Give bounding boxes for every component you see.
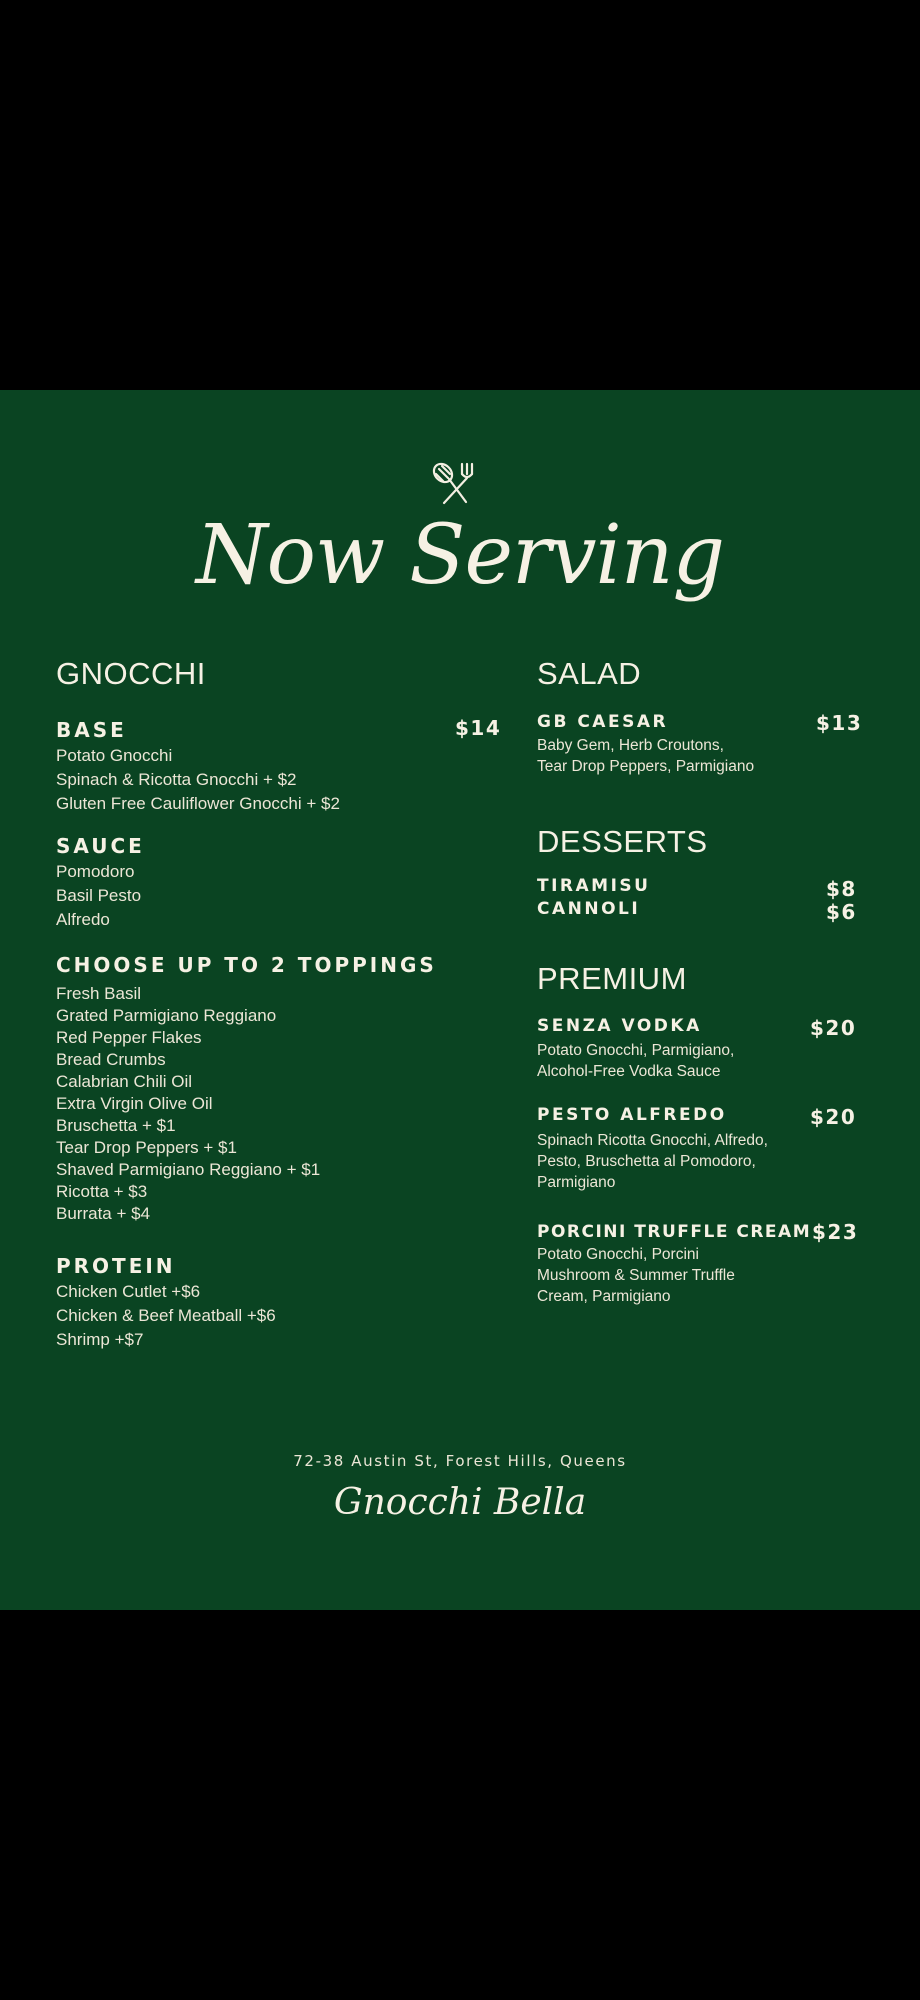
desc-line: Tear Drop Peppers, Parmigiano	[537, 758, 755, 775]
list-item: Alfredo	[56, 910, 110, 929]
premium-item-name: PESTO ALFREDO	[537, 1105, 727, 1125]
salad-item-name: GB CAESAR	[537, 712, 669, 732]
desc-line: Pesto, Bruschetta al Pomodoro,	[537, 1153, 756, 1170]
premium-item-desc	[537, 1040, 787, 1082]
brand-logo: Gnocchi Bella	[333, 1482, 587, 1523]
desc-line: Alcohol-Free Vodka Sauce	[537, 1063, 721, 1080]
list-item: Gluten Free Cauliflower Gnocchi + $2	[56, 794, 340, 813]
dessert-name: CANNOLI	[537, 899, 641, 919]
desc-line: Potato Gnocchi, Parmigiano,	[537, 1042, 735, 1059]
sauce-label: SAUCE	[56, 834, 145, 858]
base-list	[56, 744, 340, 816]
list-item: Bruschetta + $1	[56, 1116, 176, 1135]
premium-item-name: PORCINI TRUFFLE CREAM	[537, 1222, 812, 1242]
list-item: Chicken Cutlet +$6	[56, 1282, 201, 1301]
gnocchi-heading: GNOCCHI	[56, 656, 206, 691]
premium-item-name: SENZA VODKA	[537, 1016, 702, 1036]
list-item: Shaved Parmigiano Reggiano + $1	[56, 1160, 321, 1179]
sauce-list	[56, 860, 141, 932]
protein-label: PROTEIN	[56, 1254, 176, 1278]
list-item: Basil Pesto	[56, 886, 142, 905]
list-item: Calabrian Chili Oil	[56, 1072, 193, 1091]
list-item: Red Pepper Flakes	[56, 1028, 202, 1047]
base-label: BASE	[56, 718, 127, 742]
salad-item-price: $13	[816, 711, 863, 735]
base-price: $14	[455, 716, 502, 740]
premium-heading: PREMIUM	[537, 961, 687, 996]
dessert-name: TIRAMISU	[537, 876, 651, 896]
list-item: Chicken & Beef Meatball +$6	[56, 1306, 276, 1325]
protein-list	[56, 1280, 276, 1352]
list-item: Shrimp +$7	[56, 1330, 144, 1349]
premium-item-price: $20	[810, 1105, 857, 1129]
list-item: Grated Parmigiano Reggiano	[56, 1006, 277, 1025]
desc-line: Mushroom & Summer Truffle	[537, 1267, 735, 1284]
desc-line: Baby Gem, Herb Croutons,	[537, 737, 724, 754]
list-item: Tear Drop Peppers + $1	[56, 1138, 237, 1157]
list-item: Fresh Basil	[56, 984, 142, 1003]
dessert-price: $6	[826, 900, 857, 924]
salad-heading: SALAD	[537, 656, 642, 691]
menu-card	[0, 390, 920, 1610]
list-item: Potato Gnocchi	[56, 746, 173, 765]
list-item: Burrata + $4	[56, 1204, 151, 1223]
address: 72-38 Austin St, Forest Hills, Queens	[293, 1452, 627, 1470]
desc-line: Spinach Ricotta Gnocchi, Alfredo,	[537, 1132, 768, 1149]
list-item: Spinach & Ricotta Gnocchi + $2	[56, 770, 297, 789]
desc-line: Parmigiano	[537, 1174, 616, 1191]
page-title: Now Serving	[195, 508, 725, 603]
list-item: Ricotta + $3	[56, 1182, 148, 1201]
desserts-heading: DESSERTS	[537, 824, 708, 859]
list-item: Extra Virgin Olive Oil	[56, 1094, 213, 1113]
dessert-price: $8	[826, 877, 857, 901]
premium-item-price: $23	[812, 1220, 859, 1244]
salad-item-desc	[537, 735, 787, 777]
desc-line: Potato Gnocchi, Porcini	[537, 1246, 699, 1263]
fork-and-whisk-icon	[430, 460, 480, 508]
premium-item-desc	[537, 1244, 787, 1307]
premium-item-price: $20	[810, 1016, 857, 1040]
premium-item-desc	[537, 1130, 787, 1193]
toppings-list	[56, 983, 320, 1225]
toppings-label: CHOOSE UP TO 2 TOPPINGS	[56, 953, 437, 977]
list-item: Bread Crumbs	[56, 1050, 166, 1069]
list-item: Pomodoro	[56, 862, 135, 881]
desc-line: Cream, Parmigiano	[537, 1288, 671, 1305]
